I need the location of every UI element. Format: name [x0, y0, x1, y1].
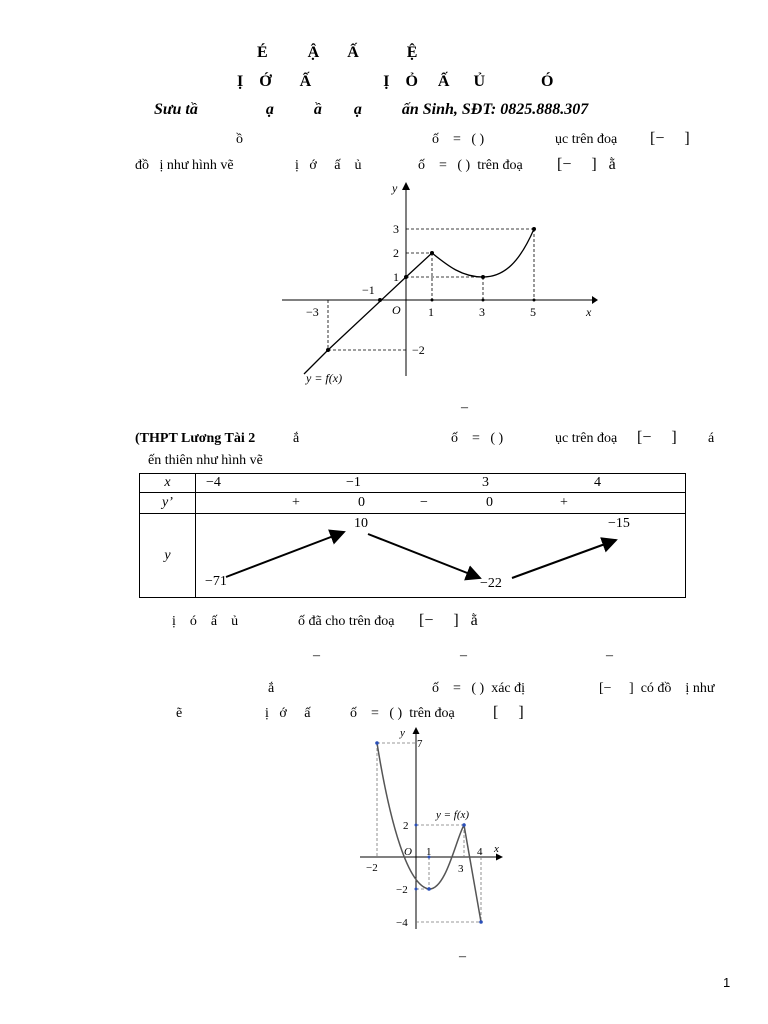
q3-y-tick: 2 [403, 820, 409, 832]
q1-text-d: [− ] [650, 130, 690, 147]
q1-y-axis-label: y [392, 181, 398, 195]
q1-x-tick: −3 [306, 305, 319, 319]
q2-answer-dash: – [313, 648, 320, 663]
q1-answer-dash: – [461, 400, 468, 415]
q1-text-e: đồ ị như hình vẽ [135, 158, 234, 173]
q3-y-tick: −4 [396, 917, 408, 929]
q3-function-label: y = f(x) [436, 809, 470, 821]
q2-text-c: ục trên đoạ [555, 431, 618, 446]
sign-cell: − [420, 495, 428, 510]
q1-y-tick: −2 [412, 343, 425, 357]
sign-cell: 0 [358, 495, 365, 510]
table-y-header: y [140, 514, 196, 598]
q1-text-f: ị ớ ấ ủ [295, 158, 362, 173]
q1-y-tick: 2 [393, 246, 399, 260]
header-line-3: Sưu tầ ạ ầ ạ ấn Sinh, SĐT: 0825.888.307 [154, 101, 589, 118]
q3-y-tick: −2 [396, 884, 408, 896]
q1-y-tick: 1 [393, 270, 399, 284]
sign-cell: + [292, 495, 300, 510]
q2-answer-dash: – [606, 648, 613, 663]
table-yprime-header: y’ [140, 493, 196, 514]
q2-text-f: ến thiên như hình vẽ [148, 453, 263, 468]
q1-origin-label: O [392, 303, 401, 317]
variation-table [139, 473, 686, 598]
sign-cell: 0 [486, 495, 493, 510]
table-x-header: x [140, 474, 196, 493]
sign-cell: + [560, 495, 568, 510]
q3-y-axis-label: y [400, 727, 405, 739]
page-number: 1 [723, 975, 731, 990]
q2-text-b: ố = ( ) [451, 431, 504, 446]
q3-text-f: ố = ( ) trên đoạ [350, 706, 455, 721]
q2-text-g: ị ó ấ ủ [172, 614, 239, 629]
q1-text-g: ố = ( ) trên đoạ [418, 158, 523, 173]
q1-x-tick: 5 [530, 305, 536, 319]
q3-answer-dash: – [459, 949, 466, 964]
q3-text-b: ố = ( ) xác đị [432, 681, 526, 696]
x-value: 3 [482, 475, 489, 490]
q1-function-label: y = f(x) [306, 371, 343, 385]
q1-text-h: [− ] ằ [557, 156, 616, 173]
q1-text-c: ục trên đoạ [555, 132, 618, 147]
header-line-2: Ị Ớ Ấ Ị Ỏ Ấ Ủ Ó [237, 73, 554, 90]
q1-text-a: ồ [236, 132, 243, 147]
q3-x-tick: 1 [426, 846, 432, 858]
q1-x-tick: 1 [428, 305, 434, 319]
q1-x-tick: 3 [479, 305, 485, 319]
x-value: −1 [346, 475, 361, 490]
q1-y-tick: 3 [393, 222, 399, 236]
q2-text-h: ố đã cho trên đoạ [298, 614, 395, 629]
q3-origin-label: O [404, 846, 412, 858]
y-value: −71 [205, 574, 227, 589]
q1-x-tick: −1 [362, 283, 375, 297]
q3-x-axis-label: x [494, 843, 499, 855]
q1-text-b: ố = ( ) [432, 132, 485, 147]
q3-text-g: [ ] [493, 704, 524, 721]
q2-text-i: [− ] ằ [419, 612, 478, 629]
y-value: −22 [480, 576, 502, 591]
q3-y-tick: 7 [417, 738, 423, 750]
q3-text-a: ắ [268, 681, 275, 696]
q3-x-tick: −2 [366, 862, 378, 874]
x-value: −4 [206, 475, 221, 490]
q2-source-label: (THPT Lương Tài 2 [135, 431, 256, 446]
q1-x-axis-label: x [586, 305, 592, 319]
header-line-1: É Ậ Ấ Ệ [257, 44, 418, 61]
y-value: 10 [354, 516, 368, 531]
q3-x-tick: 3 [458, 863, 464, 875]
q3-text-c: [− ] có đồ ị như [599, 681, 715, 696]
q3-text-e: ị ớ ấ [265, 706, 311, 721]
q3-x-tick: 4 [477, 846, 483, 858]
y-value: −15 [608, 516, 630, 531]
q3-function-graph [360, 724, 510, 934]
q2-text-d: [− ] [637, 429, 677, 446]
q2-text-a: ắ [293, 431, 300, 446]
q2-answer-dash: – [460, 648, 467, 663]
x-value: 4 [594, 475, 601, 490]
q3-text-d: ẽ [176, 706, 183, 721]
q2-text-e: á [708, 431, 715, 446]
q1-function-graph [280, 176, 600, 386]
